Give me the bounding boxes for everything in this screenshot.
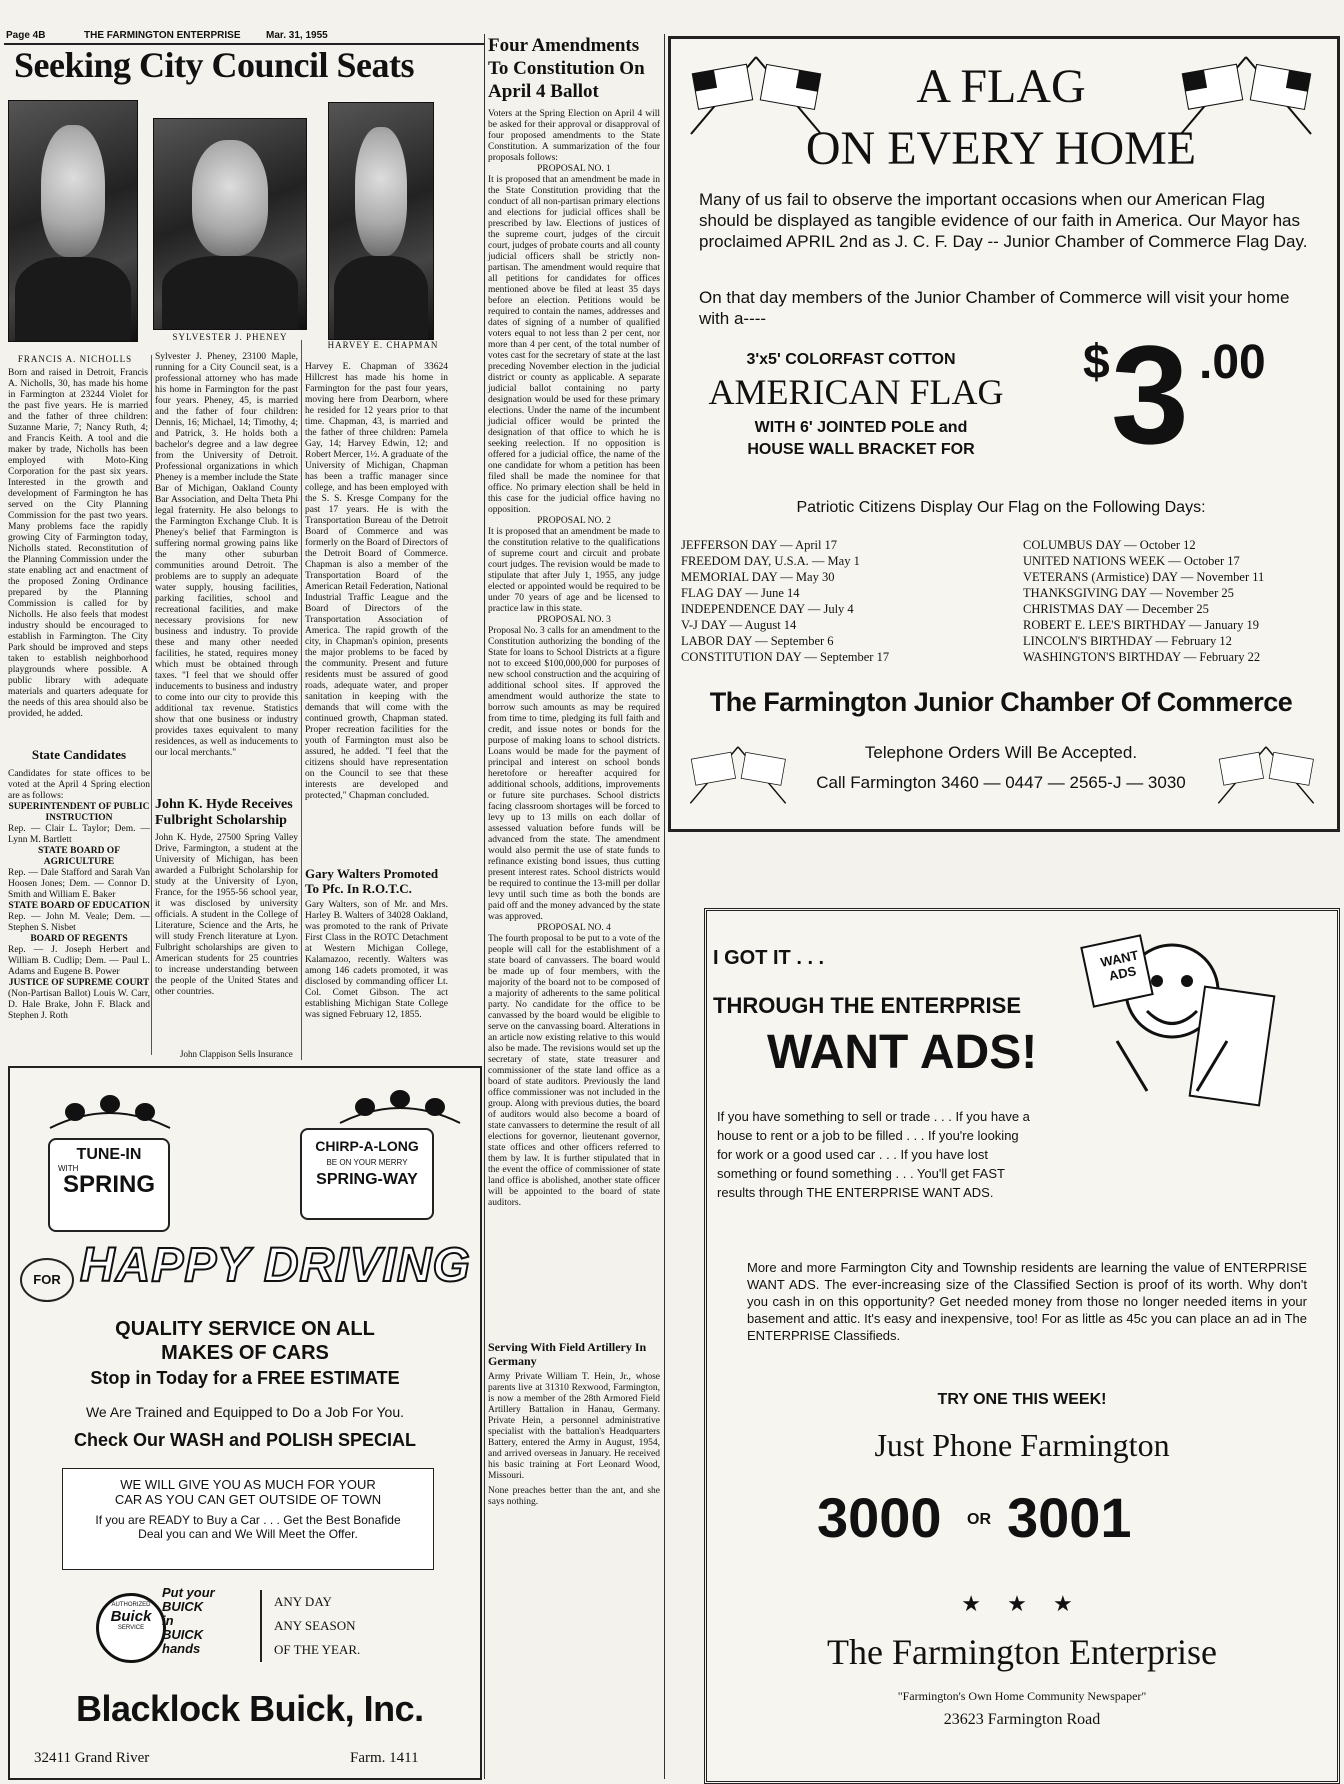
issue-date: Mar. 31, 1955 (266, 30, 328, 41)
office-names: (Non-Partisan Ballot) Louis W. Carr, D. Hale Brake, John F. Black and Stephen J. Roth (8, 989, 150, 1021)
telephone-orders: Telephone Orders Will Be Accepted. (864, 743, 1138, 762)
proposal-2-label: PROPOSAL NO. 2 (537, 516, 611, 526)
dealer-phone: Farm. 1411 (350, 1750, 419, 1766)
office-1 (8, 802, 150, 846)
wash-line: Check Our WASH and POLISH SPECIAL (73, 1430, 417, 1450)
want-ads-ad (704, 908, 1340, 1784)
state-title: State Candidates (31, 747, 127, 762)
flag-day: VETERANS (Armistice) DAY — November 11 (1023, 570, 1265, 584)
call-numbers: Call Farmington 3460 — 0447 — 2565-J — 3030 (816, 773, 1186, 792)
give-line-2: CAR AS YOU CAN GET OUTSIDE OF TOWN (114, 1492, 382, 1507)
flag-day: THANKSGIVING DAY — November 25 (1023, 586, 1234, 600)
want-para-1: If you have something to sell or trade . . . If you have a house to rent or a job to be filled . . . If you're looking for work or a good used car . . . If you have lost something or found something . . . You'll get FAST results through THE ENTERPRISE WANT ADS. (717, 1109, 1030, 1200)
proposal-2-text: It is proposed that an amendment be made to the constitution relative to the qualifications of supreme court and circuit and probate court judges. The revision would be made to stipulate that after July 1, 1955, any judge elected or appointed would be required to be under 70 years of age and be licensed to practice law in this state. (488, 527, 660, 614)
phone-3001: 3001 (1007, 1486, 1132, 1549)
want-ads-sign: WANT ADS (1099, 947, 1140, 984)
emblem-bot: SERVICE (117, 1625, 145, 1631)
flag-day: COLUMBUS DAY — October 12 (1023, 538, 1196, 552)
tune-in-text: TUNE-IN (76, 1146, 142, 1163)
proposal-4-label: PROPOSAL NO. 4 (537, 923, 611, 933)
hyde-text: John K. Hyde, 27500 Spring Valley Drive, Farmington, a student at the University of Michigan, has been awarded a Fulbright Scholarship for study at the University of Lyon, France, for the 1955-56 school year, it was disclosed by university officials. A student in the College of Literature, Science and the Arts, he will study French literature at Lyon. Fulbright scholarships are given to American students for 25 countries to increase understanding between the people of the United States and other countries. (155, 833, 298, 997)
flag-day: LINCOLN'S BIRTHDAY — February 12 (1023, 634, 1232, 648)
flag-day: FLAG DAY — June 14 (681, 586, 800, 600)
put-line-3: in (162, 1613, 174, 1628)
proposal-4-text: The fourth proposal to be put to a vote of the people will call for the establishment of a state board of canvassers. The board would be made up of four members, with the majority of the board not to be composed of a majority of adherents to the same political party. No candidate for the office to be canvassed by the board would be eligible to serve on the canvassing board. Alterations in an article now existing relative to this would also be made. The revisions would set up the secretary of state, state treasurer and commissioner of the state land office as a board of state auditors. Previously the land office commissioner was not included in the group. Along with previous duties, the board of auditors would also become a board of state canvassers to determine the result of all elections for governor, lieutenant governor, state offices and other officers referred to them by law. It is further stipulated that in the event the office of commissioner of state land office is abolished, another state officer will be appointed to the board of state auditors. (488, 934, 660, 1208)
flag-para-1: Many of us fail to observe the important occasions when our American Flag should be displayed as tangible evidence of our faith in America. Our Mayor has proclaimed APRIL 2nd as J. C. F. Day -- Junior Chamber of Commerce Flag Day. (699, 190, 1308, 251)
amend-intro: Voters at the Spring Election on April 4 will be asked for their approval or disapproval of four proposed amendments to the State Constitution. A summarization of the four proposals follows: (488, 109, 660, 163)
for-label: FOR (20, 1258, 74, 1302)
price-cents: .00 (1199, 336, 1266, 389)
chirp-sign (300, 1128, 434, 1220)
flag-title-1: A FLAG (916, 60, 1086, 113)
offer-box (62, 1468, 434, 1570)
want-para-2: More and more Farmington City and Township residents are learning the value of ENTERPRISE WANT ADS. The ever-increasing size of the Classified Section is proof of its worth. Why don't you cash in on this opportunity? Get needed money from those no longer needed items in your basement and attic. It's easy and inexpensive, too! For as little as 45c you can place an ad in The ENTERPRISE Classifieds. (747, 1260, 1307, 1343)
stop-line: Stop in Today for a FREE ESTIMATE (90, 1368, 400, 1388)
through-enterprise: THROUGH THE ENTERPRISE (713, 993, 1022, 1018)
any-day: ANY DAY (274, 1594, 332, 1609)
office-names: Rep. — John M. Veale; Dem. — Stephen S. Nisbet (8, 912, 150, 933)
office-2 (8, 846, 150, 901)
story-nicholls: Born and raised in Detroit, Francis A. Nicholls, 30, has made his home in Farmington at 23244 Violet for the past five years. He is married and the father of three children: Suzanne Marie, 7; Nancy Ruth, 4; and Francis Keith. A tool and die maker by trade, Nicholls has been employed with Moto-King Corporation for the past six years. Interested in the growth and development of Farmington he has served on the City Planning Commission for the past two years. Many problems face the rapidly growing City of Farmington today, Nicholls stated. Reconstitution of the Planning Commission under the state enabling act and enactment of the proposed Zoning Ordinance prepared by the Planning Commission is called for by Nicholls. He also feels that modest industry should be encouraged to establish in Farmington. The City Park should be improved and steps taken to establish neighborhood playgrounds where possible. A public library with adequate materials and quarters adequate for the needs of this area should also be provided, he added. (8, 368, 148, 719)
spring-text: SPRING (62, 1171, 155, 1198)
hyde-story (155, 797, 298, 1049)
walters-text: Gary Walters, son of Mr. and Mrs. Harley B. Walters of 34028 Oakland, was promoted to the rank of Private First Class in the ROTC Detachment at Western Michigan College, Kalamazoo, recently. Walters was among 146 cadets promoted, it was disclosed by commanding officer Lt. Col. Comet Gibson. The act establishing Michigan State College was signed February 12, 1855. (305, 900, 448, 1020)
springway-text: SPRING-WAY (316, 1171, 418, 1188)
tune-in-sign (48, 1138, 170, 1232)
price-dollar: $ (1083, 336, 1110, 389)
put-line-4: BUICK (162, 1627, 204, 1642)
got-it: I GOT IT . . . (713, 947, 825, 969)
office-names: Rep. — Clair L. Taylor; Dem. — Lynn M. Bartlett (8, 824, 150, 845)
paper-address: 23623 Farmington Road (943, 1711, 1101, 1728)
flag-day: UNITED NATIONS WEEK — October 17 (1023, 554, 1240, 568)
try-this-week: TRY ONE THIS WEEK! (937, 1391, 1107, 1408)
walters-headline: Gary Walters Promoted To Pfc. In R.O.T.C. (305, 866, 439, 896)
office-title: SUPERINTENDENT OF PUBLIC INSTRUCTION (8, 802, 150, 823)
hyde-headline: John K. Hyde Receives Fulbright Scholarship (155, 797, 293, 828)
office-title: STATE BOARD OF AGRICULTURE (38, 846, 120, 867)
flag-american: AMERICAN FLAG (708, 372, 1004, 412)
proposal-1-text: It is proposed that an amendment be made in the State Constitution providing that the conduct of all non-partisan primary elections and elections for judicial offices shall be prescribed by law. Elections of justices of the supreme court, judges of the circuit court, judges of probate courts and all county judicial officers shall be strictly non-partisan. The amendment would require that all petitions for candidates for offices mentioned above be filed at least 35 days before an election. Petitions would be required to contain the names, addresses and dates of signing of a number of qualified voters equal to not less than 2 per cent, nor more than 4 per cent, of the total number of votes cast for the secretary of state at the last preceding November election in the judicial district or county as applicable. A separate judicial ballot containing no party designation would be used for these primary elections. Under the name of the incumbent judicial officer would be printed the designation of that office to which he is seeking reelection. If no opposition is offered for a judicial office, the name of the one candidate for whom a petition has been filed shall be made the nominee for that office. No primary election shall be held in this case for the judicial office having no opposition. (488, 175, 661, 515)
hein-text: Army Private William T. Hein, Jr., whose parents live at 31310 Rexwood, Farmington, is now a member of the 28th Armored Field Artillery Battalion in Hanau, Germany. Private Hein, a personnel administrative specialist with the battalion's Headquarters Battery, entered the Army in August, 1954, and arrived overseas in January. He received his basic training at Fort Leonard Wood, Missouri. (488, 1372, 660, 1481)
office-3 (8, 901, 150, 934)
put-line-5: hands (162, 1641, 201, 1656)
hein-story (488, 1340, 660, 1780)
masthead (4, 30, 474, 42)
flag-day: JEFFERSON DAY — April 17 (681, 538, 838, 552)
put-buick-slogan (162, 1586, 232, 1656)
jaycees-org: The Farmington Junior Chamber Of Commerce (709, 687, 1293, 717)
happy-driving: HAPPY DRIVING (80, 1239, 471, 1292)
walters-story (305, 866, 448, 1056)
filler-text: None preaches better than the ant, and she says nothing. (488, 1486, 660, 1507)
office-names: Rep. — J. Joseph Herbert and William B. Cudlip; Dem. — Paul L. Adams and Eugene B. Power (8, 945, 150, 977)
caption-nicholls: FRANCIS A. NICHOLLS (17, 354, 133, 364)
amend-headline: Four Amendments To Constitution On April 4 Ballot (488, 35, 645, 102)
days-right (1023, 537, 1331, 665)
hyde-footer: John Clappison Sells Insurance (180, 1049, 293, 1059)
flag-para-2: On that day members of the Junior Chamber of Commerce will visit your home with a---- (699, 288, 1290, 328)
buick-ad (8, 1066, 482, 1780)
flag-title-2: ON EVERY HOME (805, 122, 1197, 175)
any-day-box (260, 1590, 360, 1662)
flag-day: LABOR DAY — September 6 (681, 634, 834, 648)
dealer-address: 32411 Grand River (34, 1750, 150, 1766)
trained-line: We Are Trained and Equipped to Do a Job For You. (85, 1404, 405, 1420)
page-number: Page 4B (6, 30, 46, 41)
office-title: STATE BOARD OF EDUCATION (8, 901, 150, 911)
put-line-2: BUICK (162, 1599, 204, 1614)
story-pheney: Sylvester J. Pheney, 23100 Maple, running for a City Council seat, is a professional attorney who has made his home in Farmington for the past four years. Pheney, 45, is married and the father of four children: Dennis, 16; Michael, 14; Timothy, 4; and Patrick, 3. He holds both a bachelor's degree and a law degree from the University of Detroit. Professional organizations in which Pheney is a member include the State Bar of Michigan, Oakland County Bar Association, and Delta Theta Phi legal fraternity. He also belongs to the Farmington Exchange Club. It is Pheney's belief that Farmington is suffering normal growing pains like the many other suburban communities around Detroit. The problems are to supply an adequate water supply, housing facilities, parking facilities, school and recreational facilities, and make necessary provisions for new business and industry. To provide these and many other needed facilities, he stated, requires money which must be obtained through taxes. "I feel that we should offer inducements to business and industry to come into our city to provide this additional tax revenue. Statistics show that one business or industry provides taxes equivalent to many residences, as well as inducements to our local merchants." (155, 352, 298, 758)
photo-nicholls (8, 100, 138, 342)
patriotic-line: Patriotic Citizens Display Our Flag on the Following Days: (796, 499, 1206, 516)
office-5 (8, 978, 150, 1022)
any-season: ANY SEASON (274, 1618, 356, 1633)
ready-line: If you are READY to Buy a Car . . . Get the Best Bonafide Deal you can and We Will Meet the Offer. (95, 1513, 401, 1541)
just-phone: Just Phone Farmington (874, 1427, 1170, 1463)
buick-service-emblem (96, 1593, 166, 1663)
photo-chapman (328, 102, 434, 340)
state-intro: Candidates for state offices to be voted at the April 4 Spring election are as follows: (8, 769, 150, 801)
amendments-story (488, 34, 660, 1340)
quality-line-1: QUALITY SERVICE ON ALL (115, 1318, 375, 1340)
dealer-name: Blacklock Buick, Inc. (76, 1688, 424, 1729)
cartoon-man (1077, 921, 1277, 1111)
story-chapman: Harvey E. Chapman of 33624 Hillcrest has made his home in Farmington for the past four years, moving here from Dearborn, where he resided for 12 years prior to that time. Chapman, 43, is married and the father of three children: Pamela Gay, 14; Harvey Edwin, 12; and Robert Mercer, 1½. A graduate of the University of Michigan, Chapman has been a traffic manager since college, and has been employed with the S. S. Kresge Company for the past 17 years. He is with the Transportation Bureau of the Detroit Board of Commerce and was formerly on the Board of Directors of the Detroit Board of Commerce. Chapman is also a member of the Transportation Board of the American Retail Federation, National Industrial Traffic League and the Board of Directors of the Transportation Association of America. The rapid growth of the city, in Chapman's opinion, presents the major problems to be faced by the community. Present and future residents must be assured of good roads, adequate water, and proper sanitation in keeping with the demands that will come with the continued growth, Chapman stated. Proper recreation facilities for the youth of Farmington must also be assured, he added. "I feel that the citizens should have representation on the Council to see that these interests are developed and protected," Chapman concluded. (305, 362, 448, 801)
proposal-3-text: Proposal No. 3 calls for an amendment to the Constitution authorizing the bonding of the State for loans to School Districts at a figure not to exceed $100,000,000 for purposes of new school construction and the acquiring of additional school sites. If approved the amendment would authorize the state to borrow such amounts as may be required from time to time, pledging its full faith and credit, and issue notes or bonds for the purpose of making loans to school districts. Loans would be made for the payment of principal and interest on school bonds heretofore or hereafter acquired for additional schools, additions, improvements or future site purchases. School districts facing classroom shortages will be forced to levy up to 13 mills on each dollar of assessed valuation before funds will be advanced from the state. The amendment would also permit the use of state funds to refinance existing bond issues, thus cutting present interest rates. School districts would be required to continue the 13-mill per dollar levy until such time as both the bonds are paid off and the money advanced by the state was approved. (488, 626, 660, 922)
paper-name: THE FARMINGTON ENTERPRISE (84, 30, 241, 41)
flag-with-1: WITH 6' JOINTED POLE and (754, 419, 968, 436)
crossed-flags-icon (683, 739, 793, 809)
flag-with-2: HOUSE WALL BRACKET FOR (747, 441, 975, 458)
office-4 (8, 934, 150, 978)
office-names: Rep. — Dale Stafford and Sarah Van Hoosen Jones; Dem. — Connor D. Smith and William E. Baker (8, 868, 150, 900)
emblem-top: AUTHORIZED (111, 1602, 151, 1608)
quality-line-2: MAKES OF CARS (161, 1342, 329, 1364)
phone-3000: 3000 (817, 1486, 942, 1549)
proposal-3-label: PROPOSAL NO. 3 (537, 615, 611, 625)
stars: ★ ★ ★ (961, 1591, 1083, 1616)
crossed-flags-icon (1211, 739, 1321, 809)
flag-day: CHRISTMAS DAY — December 25 (1023, 602, 1209, 616)
with-text: WITH (58, 1164, 79, 1173)
caption-pheney: SYLVESTER J. PHENEY (172, 332, 288, 342)
merry-text: BE ON YOUR MERRY (326, 1158, 408, 1167)
phone-or: OR (967, 1511, 991, 1528)
put-line-1: Put your (162, 1585, 215, 1600)
flag-day: FREEDOM DAY, U.S.A. — May 1 (681, 554, 860, 568)
flag-day: MEMORIAL DAY — May 30 (681, 570, 835, 584)
hein-headline: Serving With Field Artillery In Germany (488, 1340, 647, 1368)
price-main: 3 (1111, 316, 1189, 473)
flag-day: WASHINGTON'S BIRTHDAY — February 22 (1023, 650, 1261, 664)
flag-day: INDEPENDENCE DAY — July 4 (681, 602, 854, 616)
flag-day: ROBERT E. LEE'S BIRTHDAY — January 19 (1023, 618, 1260, 632)
council-headline: Seeking City Council Seats (14, 45, 415, 85)
give-line-1: WE WILL GIVE YOU AS MUCH FOR YOUR (120, 1477, 376, 1492)
want-ads-big: WANT ADS! (767, 1026, 1038, 1079)
office-title: JUSTICE OF SUPREME COURT (8, 978, 150, 988)
photo-pheney (153, 118, 307, 330)
paper-tagline: "Farmington's Own Home Community Newspaper" (897, 1689, 1147, 1703)
flag-day: V-J DAY — August 14 (681, 618, 797, 632)
flag-day: CONSTITUTION DAY — September 17 (681, 650, 890, 664)
paper-name-big: The Farmington Enterprise (827, 1632, 1217, 1672)
days-left (681, 537, 991, 665)
flag-ad (668, 36, 1340, 832)
emblem-mid: Buick (110, 1608, 152, 1625)
proposal-1-label: PROPOSAL NO. 1 (537, 164, 611, 174)
chirp-text: CHIRP-A-LONG (315, 1138, 419, 1154)
of-year: OF THE YEAR. (274, 1642, 361, 1657)
caption-chapman: HARVEY E. CHAPMAN (327, 340, 439, 350)
office-title: BOARD OF REGENTS (30, 934, 128, 944)
flag-size: 3'x5' COLORFAST COTTON (746, 351, 956, 368)
state-candidates (8, 747, 150, 1047)
